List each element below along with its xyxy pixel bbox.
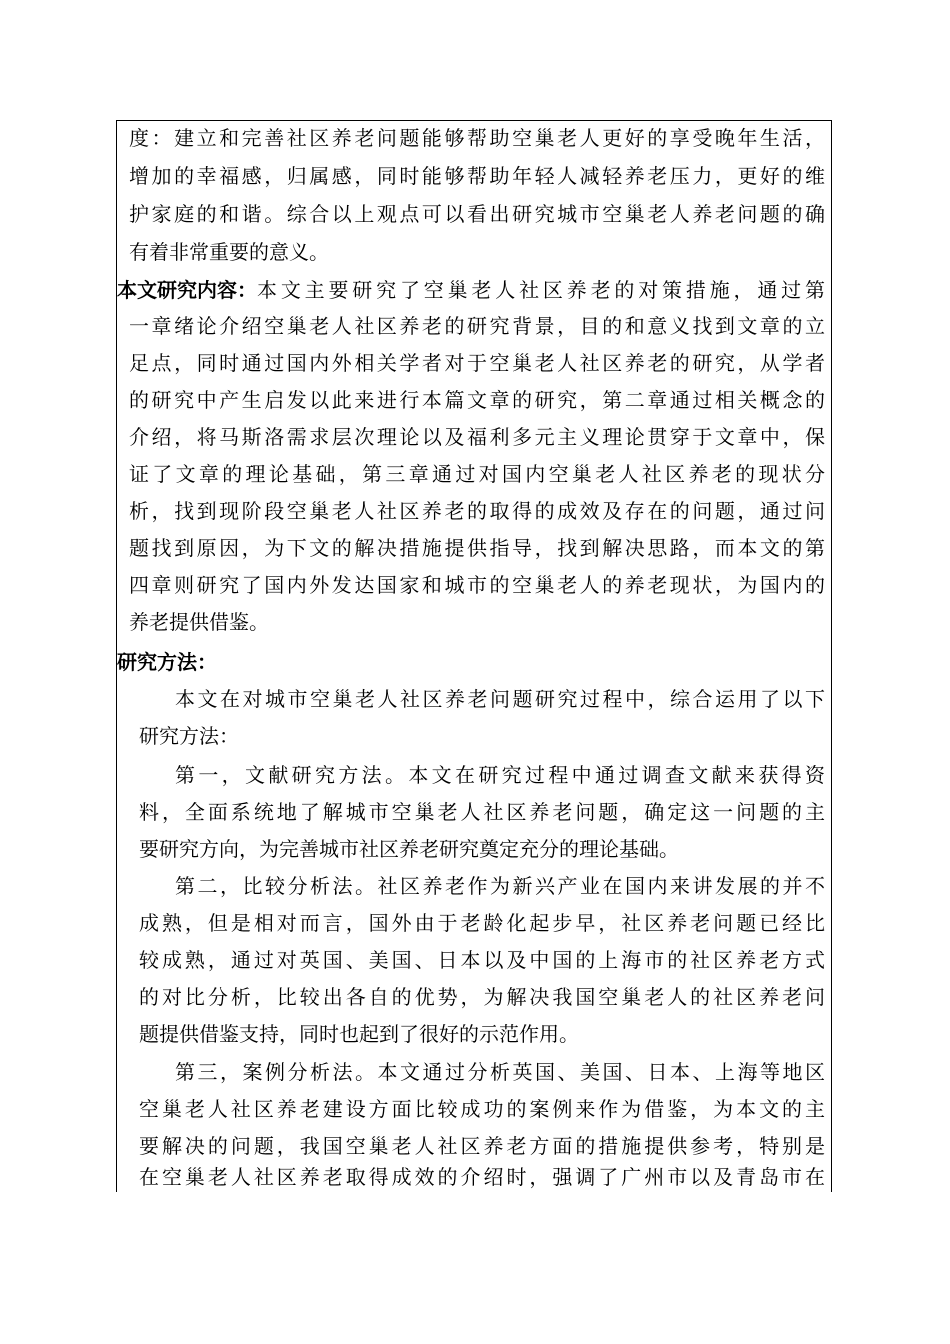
method-1-line: 第一，文献研究方法。本文在研究过程中通过调查文献来获得资 [175,763,825,787]
document-table-cell [116,120,832,1192]
intro-tail-line-3: 护家庭的和谐。综合以上观点可以看出研究城市空巢老人养老问题的确 [129,202,825,226]
method-2-line: 第二，比较分析法。社区养老作为新兴产业在国内来讲发展的并不 [175,874,825,898]
intro-tail-line-2: 增加的幸福感，归属感，同时能够帮助年轻人减轻养老压力，更好的维 [129,164,825,188]
method-2-line: 较成熟，通过对英国、美国、日本以及中国的上海市的社区养老方式 [139,948,825,972]
research-content-line: 养老提供借鉴。 [129,610,269,634]
methods-heading: 研究方法： [117,650,217,674]
research-content-line: 介绍，将马斯洛需求层次理论以及福利多元主义理论贯穿于文章中，保 [129,425,825,449]
method-1-line: 料，全面系统地了解城市空巢老人社区养老问题，确定这一问题的主 [139,800,825,824]
methods-intro-line: 研究方法： [139,724,239,748]
method-3-line: 第三，案例分析法。本文通过分析英国、美国、日本、上海等地区 [175,1060,825,1084]
research-content-line: 一章绪论介绍空巢老人社区养老的研究背景，目的和意义找到文章的立 [129,314,825,338]
method-3-line: 空巢老人社区养老建设方面比较成功的案例来作为借鉴，为本文的主 [139,1097,825,1121]
method-2-line: 成熟，但是相对而言，国外由于老龄化起步早，社区养老问题已经比 [139,911,825,935]
method-2-line: 的对比分析，比较出各自的优势，为解决我国空巢老人的社区养老问 [139,985,825,1009]
research-content-heading: 本文研究内容： [117,278,257,302]
research-content-first-line-text: 本文主要研究了空巢老人社区养老的对策措施，通过第 [257,278,825,302]
intro-tail-line-1: 度：建立和完善社区养老问题能够帮助空巢老人更好的享受晚年生活， [129,126,825,150]
research-content-line: 四章则研究了国内外发达国家和城市的空巢老人的养老现状，为国内的 [129,573,825,597]
research-content-line: 的研究中产生启发以此来进行本篇文章的研究，第二章通过相关概念的 [129,388,825,412]
research-content-line: 析，找到现阶段空巢老人社区养老的取得的成效及存在的问题，通过问 [129,499,825,523]
research-content-first-line [117,277,825,303]
method-2-line: 题提供借鉴支持，同时也起到了很好的示范作用。 [139,1022,579,1046]
method-3-line: 要解决的问题，我国空巢老人社区养老方面的措施提供参考，特别是 [139,1134,825,1158]
research-content-line: 足点，同时通过国内外相关学者对于空巢老人社区养老的研究，从学者 [129,351,825,375]
methods-intro-line: 本文在对城市空巢老人社区养老问题研究过程中，综合运用了以下 [175,687,825,711]
research-content-line: 题找到原因，为下文的解决措施提供指导，找到解决思路，而本文的第 [129,536,825,560]
method-3-line: 在空巢老人社区养老取得成效的介绍时，强调了广州市以及青岛市在 [139,1165,825,1189]
intro-tail-line-4: 有着非常重要的意义。 [129,240,329,264]
research-content-line: 证了文章的理论基础，第三章通过对国内空巢老人社区养老的现状分 [129,462,825,486]
method-1-line: 要研究方向，为完善城市社区养老研究奠定充分的理论基础。 [139,837,679,861]
